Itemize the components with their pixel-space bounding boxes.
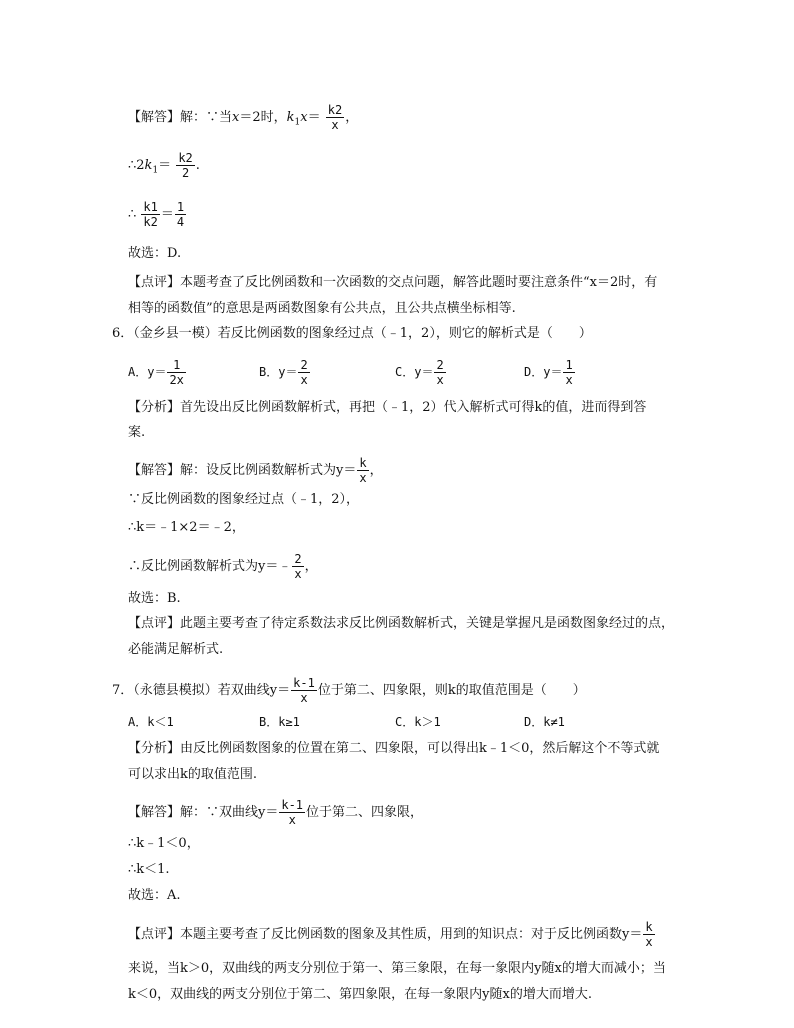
fraction: $\frac{1}{x}$ [565,358,573,387]
comment-line-2: 来说，当k＞0，双曲线的两支分别位于第一、第三象限，在每一象限内y随x的增大而减小；当 [128,961,666,976]
answer-line: ∴k＜1. [128,862,170,877]
comment-line-2: 必能满足解析式. [128,642,224,657]
option-c: C．k＞1 [395,715,441,729]
option-d: D．k≠1 [524,715,565,729]
option-b: B．k≥1 [259,715,300,729]
answer-line-3: ∴ $\frac{k1}{k2}$ ＝ $\frac{1}{4}$ [128,200,185,229]
fraction: $\frac{k2}{2}$ [178,151,193,180]
choice-line: 故选：D. [128,246,182,261]
fraction: $\frac{1}{2x}$ [169,358,184,387]
answer-line-1: 【解答】解：∵当x＝2时，$k_1x=$ $\frac{k2}{x}$ ， [128,103,359,132]
choice-line: 故选：A. [128,888,181,903]
fraction: $\frac{k1}{k2}$ [143,200,158,229]
fraction: $\frac{k-1}{x}$ [293,676,315,705]
fraction: $\frac{k-1}{x}$ [281,798,304,827]
answer-line: 【解答】解：∵双曲线y＝ $\frac{k-1}{x}$ 位于第二、四象限， [128,798,424,827]
comment-line-1: 【点评】本题考查了反比例函数和一次函数的交点问题，解答此题时要注意条件“x＝2时，有 [128,275,658,290]
comment-line-3: k＜0，双曲线的两支分别位于第二、第四象限，在每一象限内y随x的增大而增大. [128,987,592,1002]
analysis-line-2: 案. [128,425,146,440]
answer-line: ∴k﹣1＜0， [128,836,200,851]
answer-line: ∴k＝﹣1×2＝﹣2， [128,520,245,535]
option-c: C．y＝ $\frac{2}{x}$ [395,358,444,387]
analysis-line-2: 可以求出k的取值范围. [128,767,258,782]
option-a: A．k＜1 [128,715,174,729]
fraction: $\frac{2}{x}$ [436,358,444,387]
option-d: D．y＝ $\frac{1}{x}$ [524,358,573,387]
analysis-line-1: 【分析】由反比例函数图象的位置在第二、四象限，可以得出k﹣1＜0，然后解这个不等式就 [128,741,660,756]
answer-line: ∵反比例函数的图象经过点（﹣1，2）， [128,492,360,507]
question-7-stem: 7．（永德县模拟）若双曲线y＝ $\frac{k-1}{x}$ 位于第二、四象限，则k的取值范围是（ ） [112,676,586,705]
fraction: $\frac{k}{x}$ [645,920,653,949]
fraction: $\frac{2}{x}$ [300,358,308,387]
comment-line-2: 相等的函数值”的意思是两函数图象有公共点，且公共点横坐标相等. [128,301,516,316]
fraction: $\frac{1}{4}$ [176,200,185,229]
fraction: $\frac{k}{x}$ [359,456,367,485]
answer-line: ∴反比例函数解析式为y＝﹣ $\frac{2}{x}$ ， [128,552,318,581]
comment-line-1: 【点评】此题主要考查了待定系数法求反比例函数解析式，关键是掌握凡是函数图象经过的点， [128,616,675,631]
fraction: $\frac{k2}{x}$ [327,103,343,132]
option-b: B．y＝ $\frac{2}{x}$ [259,358,308,387]
comment-line-1: 【点评】本题主要考查了反比例函数的图象及其性质，用到的知识点：对于反比例函数y＝ $\frac{k}{x}$ [128,920,653,949]
analysis-line-1: 【分析】首先设出反比例函数解析式，再把（﹣1，2）代入解析式可得k的值，进而得到答 [128,400,647,415]
question-6-stem: 6．（金乡县一模）若反比例函数的图象经过点（﹣1，2），则它的解析式是（ ） [112,326,592,341]
fraction: $\frac{2}{x}$ [294,552,302,581]
answer-line: 【解答】解：设反比例函数解析式为y＝ $\frac{k}{x}$ ， [128,456,383,485]
choice-line: 故选：B. [128,591,181,606]
answer-line-2: $\therefore 2k_1=$ $\frac{k2}{2}$ . [128,151,200,180]
option-a: A．y＝ $\frac{1}{2x}$ [128,358,184,387]
